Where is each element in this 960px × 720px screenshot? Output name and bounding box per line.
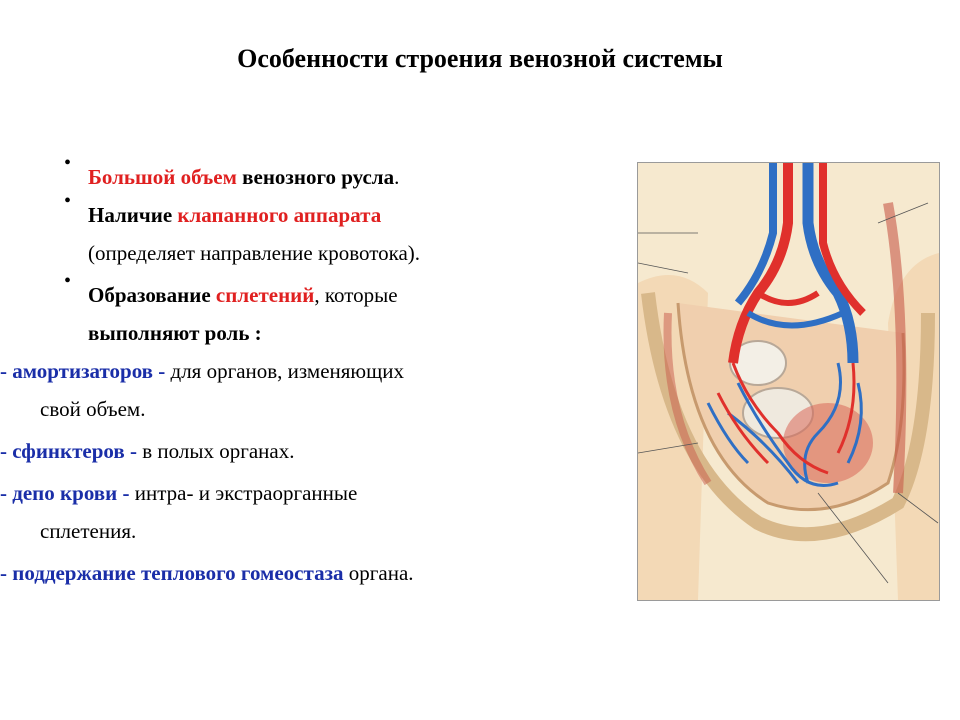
role-continuation: свой объем. [40,397,146,421]
bullet-continuation: выполняют роль : [88,321,262,345]
role-item [0,554,608,592]
role-item [0,432,608,470]
role-term: - амортизаторов - [0,359,171,383]
role-item [0,352,608,428]
bullet-dot-icon: • [64,152,72,174]
bullet-text: Образование [88,283,216,307]
role-text: для органов, изменяющих [170,359,405,383]
emphasis-text: Большой объем [88,165,237,189]
emphasis-text: сплетений [215,283,315,307]
role-text: интра- и экстраорганные [134,481,358,505]
role-continuation: сплетения. [40,519,137,543]
role-term: - сфинктеров - [0,439,143,463]
bullet-item [48,190,608,272]
role-text: в полых органах. [142,439,295,463]
bullet-text: . [394,165,400,189]
bullet-item [48,152,608,196]
bullet-item [48,270,608,352]
anatomy-illustration [637,162,940,601]
bullet-dot-icon: • [64,190,72,212]
role-item [0,474,608,550]
emphasis-text: клапанного аппарата [177,203,382,227]
pelvic-venous-plexus-icon [638,163,939,600]
role-term: - поддержание теплового гомеостаза [0,561,344,585]
role-text: органа. [343,561,414,585]
slide-content [0,152,608,592]
role-term: - депо крови - [0,481,135,505]
bullet-continuation: (определяет направление кровотока). [88,241,421,265]
bullet-text: венозного русла [236,165,395,189]
bullet-dot-icon: • [64,270,72,292]
slide-title: Особенности строения венозной системы [237,44,723,73]
bullet-text: Наличие [88,203,178,227]
bullet-text: , которые [314,283,398,307]
